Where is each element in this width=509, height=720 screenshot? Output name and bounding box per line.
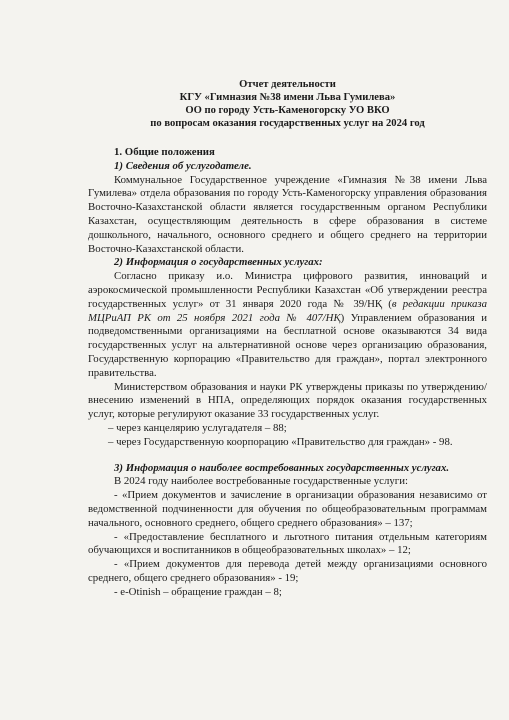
subsection-2-paragraph-1 (88, 270, 487, 380)
service-item-1: - «Прием документов и зачисление в организации образования независимо от ведомственной подчиненности для обучения по общеобразовательным программам начального, основного среднего, общего среднего образования» – 137; (88, 489, 487, 529)
service-item-3: - «Прием документов для перевода детей между организациями основного среднего, общего среднего образования» - 19; (88, 558, 487, 584)
subsection-2-paragraph-2: Министерством образования и науки РК утверждены приказы по утверждению/внесению изменений в НПА, определяющих порядок оказания государственных услуг, которые регулируют оказание 33 государственных услуг. (88, 380, 487, 421)
service-item-4: - e-Otinish – обращение граждан – 8; (114, 585, 282, 598)
subsection-2-text-a: Согласно приказу и.о. Министра цифрового развития, инноваций и аэрокосмической промышленности Республики Казахстан «Об утверждении реестра государственных услуг» от 31 января 2020 года № 39/НҚ ( (88, 270, 487, 310)
subsection-2-text-italic: в редакции приказа МЦРиАП РК от 25 ноября 2021 года № 407/НҚ (88, 297, 487, 324)
document-body (88, 146, 487, 600)
title-line-3: ОО по городу Усть-Каменогорску УО ВКО (185, 105, 390, 116)
subsection-1-heading: 1) Сведения об услугодателе. (114, 159, 252, 172)
document-title (88, 78, 487, 130)
section-1-heading: 1. Общие положения (114, 146, 215, 158)
title-line-1: Отчет деятельности (239, 79, 336, 90)
subsection-3-intro: В 2024 году наиболее востребованные государственные услуги: (114, 475, 408, 488)
title-line-2: КГУ «Гимназия №38 имени Льва Гумилева» (179, 92, 396, 103)
subsection-2-heading: 2) Информация о государственных услугах: (114, 256, 323, 269)
subsection-2-text-b: ) Управлением образования и подведомственными организациями на бесплатной основе оказываются 34 вида государственных услуг на альтернативной основе через организацию образования, Государственную корпорацию «Правительство для граждан», портал электронного правительства. (88, 311, 487, 379)
service-item-2: - «Предоставление бесплатного и льготного питания отдельным категориям обучающихся и воспитанников в общеобразовательных школах» – 12; (88, 530, 487, 557)
title-line-4: по вопросам оказания государственных услуг на 2024 год (150, 118, 425, 129)
channel-item-1: – через канцелярию услугадателя – 88; (108, 421, 287, 434)
channel-item-2: – через Государственную коорпорацию «Правительство для граждан» - 98. (108, 435, 453, 448)
subsection-3-heading: 3) Информация о наиболее востребованных государственных услугах. (114, 461, 450, 474)
subsection-1-text: Коммунальное Государственное учреждение «Гимназия №38 имени Льва Гумилева» отдела образования по городу Усть-Каменогорску управления образования Восточно-Казахстанской области является государственным органом Республики Казахстан, осуществляющим деятельность в сфере образования в системе дошкольного, начального, основного среднего и общего среднего на территории Восточно-Казахстанской области. (88, 173, 487, 255)
